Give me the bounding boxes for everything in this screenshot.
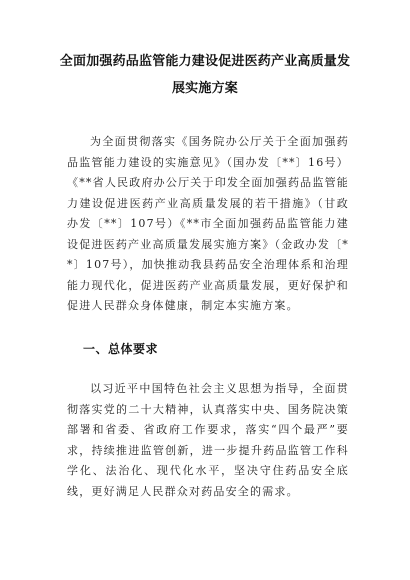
intro-paragraph: 为全面贯彻落实《国务院办公厅关于全面加强药品监管能力建设的实施意见》（国办发〔**〕16号）《**省人民政府办公厅关于印发全面加强药品监管能力建设促进医药产业高质量发展的若干措施》（甘政办发〔**〕107号）《**市全面加强药品监管能力建设促进医药产业高质量发展实施方案》（金政办发〔**〕107号），加快推动我县药品安全治理体系和治理能力现代化，促进医药产业高质量发展，更好保护和促进人民群众身体健康，制定本实施方案。 [67, 135, 349, 312]
section-heading-general-requirements: 一、总体要求 [83, 342, 159, 356]
section-paragraph-general-requirements: 以习近平中国特色社会主义思想为指导，全面贯彻落实党的二十大精神，认真落实中央、国务院决策部署和省委、省政府工作要求，落实“四个最严”要求，持续推进监管创新，进一步提升药品监管工作科学化、法治化、现代化水平，坚决守住药品安全底线，更好满足人民群众对药品安全的需求。 [67, 382, 349, 498]
document-title: 全面加强药品监管能力建设促进医药产业高质量发展实施方案 [59, 54, 351, 96]
